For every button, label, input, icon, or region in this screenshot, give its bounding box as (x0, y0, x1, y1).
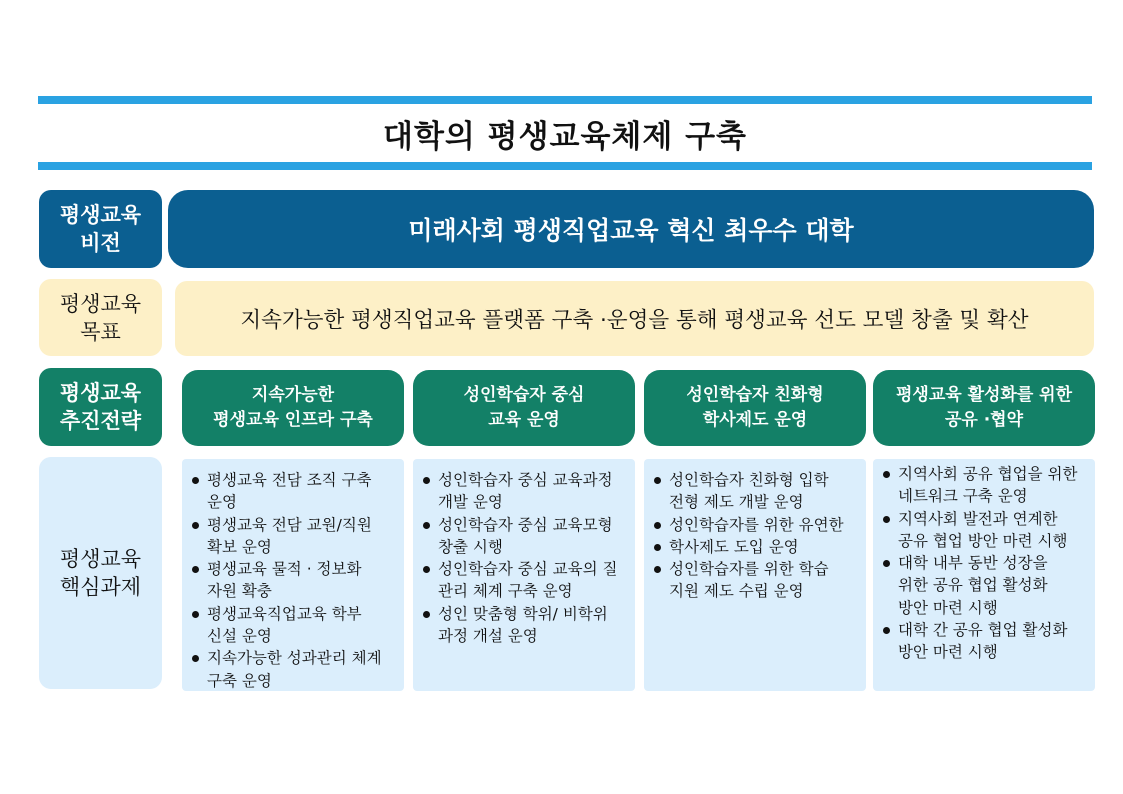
vision-box: 미래사회 평생직업교육 혁신 최우수 대학 (168, 190, 1094, 268)
task-item: 성인학습자를 위한 학습 지원 제도 수립 운영 (652, 558, 862, 603)
strategy-box-1: 지속가능한 평생교육 인프라 구축 (182, 370, 404, 446)
task-item: 지역사회 발전과 연계한 공유 협업 방안 마련 시행 (881, 508, 1091, 553)
task-item: 성인학습자 중심 교육과정 개발 운영 (421, 469, 631, 514)
strategy-label: 평생교육 추진전략 (39, 368, 162, 446)
task-item: 지속가능한 성과관리 체계 구축 운영 (190, 647, 400, 692)
task-item: 평생교육 물적 · 정보화 자원 확충 (190, 558, 400, 603)
vision-label: 평생교육 비전 (39, 190, 162, 268)
page-title: 대학의 평생교육체제 구축 (383, 118, 747, 155)
task-item: 성인학습자 중심 교육의 질 관리 체계 구축 운영 (421, 558, 631, 603)
strategy-box-2: 성인학습자 중심 교육 운영 (413, 370, 635, 446)
task-column-2 (413, 459, 635, 691)
tasks-label: 평생교육 핵심과제 (39, 457, 162, 689)
task-item: 대학 내부 동반 성장을 위한 공유 협업 활성화 방안 마련 시행 (881, 552, 1091, 619)
task-item: 평생교육 전담 교원/직원 확보 운영 (190, 514, 400, 559)
task-item: 성인학습자를 위한 유연한 (652, 514, 862, 536)
task-item: 학사제도 도입 운영 (652, 536, 862, 558)
task-item: 성인학습자 중심 교육모형 창출 시행 (421, 514, 631, 559)
task-item: 대학 간 공유 협업 활성화 방안 마련 시행 (881, 619, 1091, 664)
bottom-accent-bar (38, 162, 1092, 170)
top-accent-bar (38, 96, 1092, 104)
task-column-3 (644, 459, 866, 691)
goal-box: 지속가능한 평생직업교육 플랫폼 구축 ·운영을 통해 평생교육 선도 모델 창출 및 확산 (175, 281, 1094, 356)
task-item: 성인학습자 친화형 입학 전형 제도 개발 운영 (652, 469, 862, 514)
goal-label: 평생교육 목표 (39, 279, 162, 356)
strategy-box-4: 평생교육 활성화를 위한 공유 ·협약 (873, 370, 1095, 446)
task-item: 성인 맞춤형 학위/ 비학위 과정 개설 운영 (421, 603, 631, 648)
task-column-4 (873, 459, 1095, 691)
task-item: 지역사회 공유 협업을 위한 네트워크 구축 운영 (881, 463, 1091, 508)
strategy-box-3: 성인학습자 친화형 학사제도 운영 (644, 370, 866, 446)
task-column-1 (182, 459, 404, 691)
task-item: 평생교육 전담 조직 구축 운영 (190, 469, 400, 514)
task-item: 평생교육직업교육 학부 신설 운영 (190, 603, 400, 648)
